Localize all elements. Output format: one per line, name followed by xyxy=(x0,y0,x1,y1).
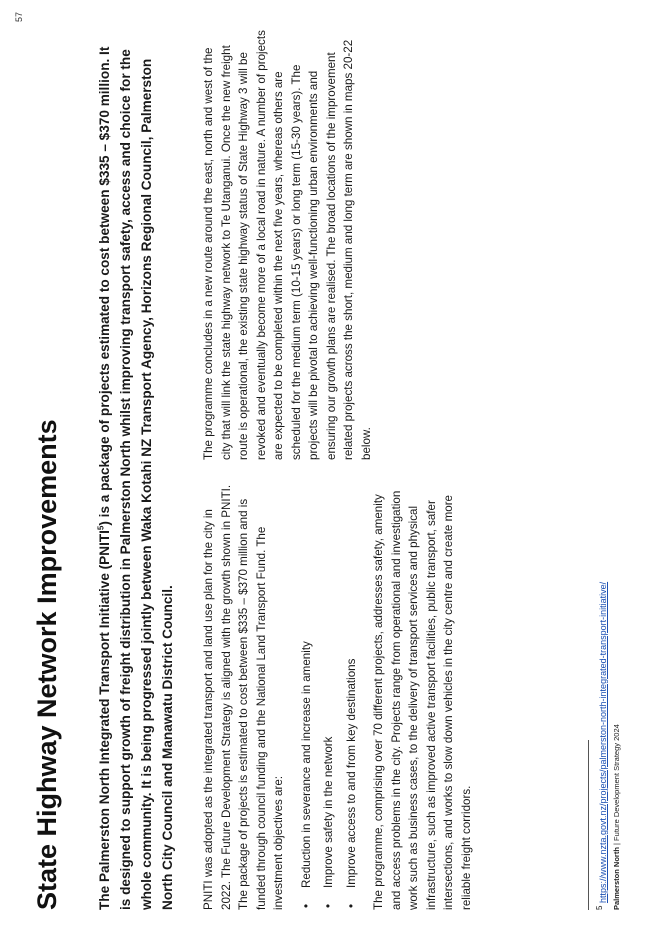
page-number: 57 xyxy=(14,12,24,23)
footnote-link[interactable]: https://www.nzta.govt.nz/projects/palmerston-north-integrated-transport-initiative/ xyxy=(598,581,608,904)
right-paragraph-1: The programme concludes in a new route around the east, north and west of the city that will link the state highway network to Te Utanganui. Once the new freight route is operational, the existing state highway status of State Highway 3 will be revoked and eventually become more of a local road in nature. A number of projects are expected to be completed within the next five years, whereas others are scheduled for the medium term (10-15 years) or long term (15-30 years). The projects will be pivotal to achieving well-functioning urban environments and ensuring our growth plans are realised. The broad locations of the improvement related projects across the short, medium and long term are shown in maps 20-22 below. xyxy=(202,30,373,460)
left-column xyxy=(200,478,485,910)
list-item-text: Improve safety in the network xyxy=(322,736,335,888)
brand-separator: | xyxy=(612,840,621,848)
right-column xyxy=(200,30,385,460)
bullet-icon: • xyxy=(344,903,358,908)
page-title: State Highway Network Improvements xyxy=(32,419,62,910)
intro-paragraph xyxy=(94,40,178,910)
left-paragraph-1: PNITI was adopted as the integrated transport and land use plan for the city in 2022. The Future Development Strategy is aligned with the growth shown in PNITI. The package of projects is estimated to cost between $335 – $370 million and is funded through council funding and the National Land Transport Fund. The investment objectives are: xyxy=(202,484,285,910)
bullet-icon: • xyxy=(322,903,335,908)
left-paragraph-2: The programme, comprising over 70 different projects, addresses safety, amenity and access problems in the city. Projects range from operational and investigation work such as business cases, to the delivery of transport services and physical infrastructure, such as improved active transport facilities, public transport, safer intersections, and works to slow down vehicles in the city centre and create more reliable freight corridors. xyxy=(372,490,473,910)
footnote-divider xyxy=(588,740,589,910)
footnote xyxy=(597,210,609,910)
objectives-list xyxy=(298,478,361,910)
list-item xyxy=(298,478,316,910)
intro-text-part1: The Palmerston North Integrated Transport Initiative (PNITI xyxy=(97,530,112,910)
list-item xyxy=(320,478,338,910)
list-item xyxy=(343,478,361,910)
list-item-text: Reduction in severance and increase in amenity xyxy=(299,641,313,888)
intro-text-part2: ) is a package of projects estimated to cost between $335 – $370 million. It is designed to support growth of freight distribution in Palmerston North whilst improving transport safety, access and choice for the whole community. It is being progressed jointly between Waka Kotahi NZ Transport Agency, Horizons Regional Council, Palmerston North City Council and Manawatu District Council. xyxy=(97,46,175,910)
footnote-ref: 5 xyxy=(96,525,106,531)
bullet-icon: • xyxy=(299,903,313,908)
list-item-text: Improve access to and from key destinations xyxy=(344,658,358,888)
brand-name: Palmerston North xyxy=(612,847,621,910)
footnote-marker: 5 xyxy=(595,905,604,910)
brand-document: Future Development Strategy 2024 xyxy=(612,724,621,841)
footer-brand xyxy=(612,410,622,910)
